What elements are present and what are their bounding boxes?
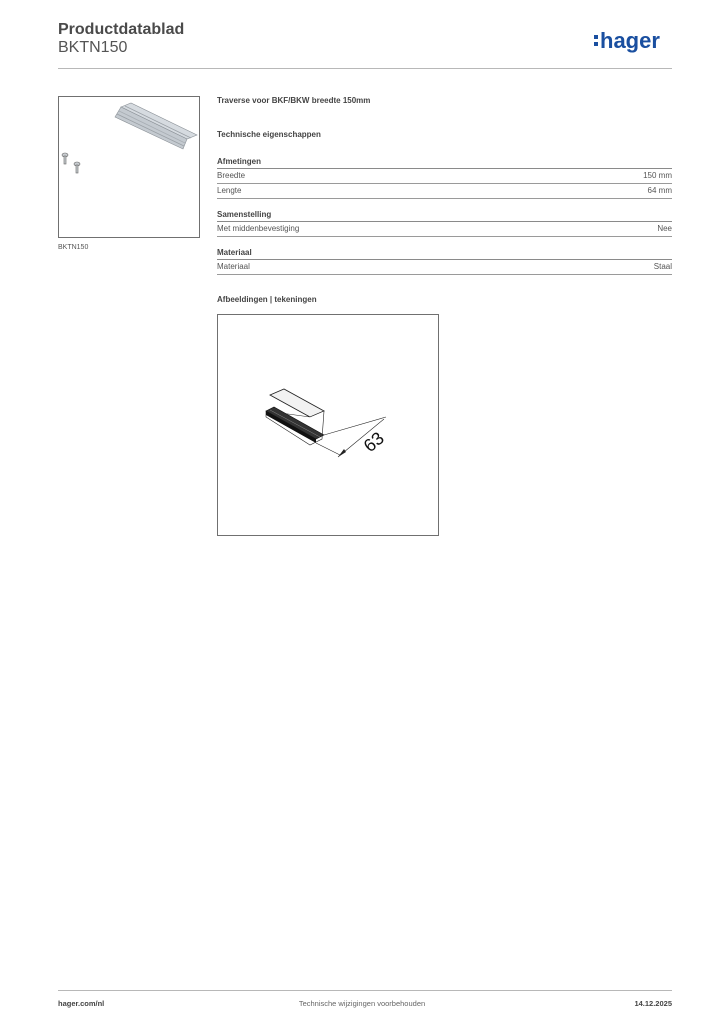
product-image bbox=[58, 96, 200, 238]
technical-section-title: Technische eigenschappen bbox=[217, 130, 321, 139]
spec-row bbox=[217, 260, 672, 275]
spec-label: Breedte bbox=[217, 171, 246, 180]
footer-divider bbox=[58, 990, 672, 991]
spec-group-materiaal bbox=[217, 247, 672, 275]
spec-group-title: Samenstelling bbox=[217, 209, 672, 222]
spec-value: 64 mm bbox=[647, 186, 672, 195]
technical-drawing bbox=[217, 314, 439, 536]
spec-group-title: Materiaal bbox=[217, 247, 672, 260]
hager-logo[interactable] bbox=[592, 26, 674, 56]
page-title: Productdatablad bbox=[58, 21, 185, 38]
product-code: BKTN150 bbox=[58, 39, 128, 56]
spec-row bbox=[217, 184, 672, 199]
spec-label: Materiaal bbox=[217, 262, 250, 271]
spec-group-samenstelling bbox=[217, 209, 672, 237]
spec-group-afmetingen bbox=[217, 156, 672, 199]
header-divider bbox=[58, 68, 672, 69]
dimension-label: 63 bbox=[359, 427, 388, 457]
spec-value: Staal bbox=[653, 262, 672, 271]
footer-date: 14.12.2025 bbox=[634, 999, 672, 1008]
product-name: Traverse voor BKF/BKW breedte 150mm bbox=[217, 96, 371, 105]
spec-value: 150 mm bbox=[643, 171, 672, 180]
footer-notice: Technische wijzigingen voorbehouden bbox=[298, 999, 426, 1008]
spec-label: Lengte bbox=[217, 186, 242, 195]
spec-row bbox=[217, 222, 672, 237]
spec-group-title: Afmetingen bbox=[217, 156, 672, 169]
images-section-title: Afbeeldingen | tekeningen bbox=[217, 295, 317, 304]
logo-text: hager bbox=[600, 28, 660, 53]
spec-label: Met middenbevestiging bbox=[217, 224, 300, 233]
spec-value: Nee bbox=[657, 224, 672, 233]
footer-website-link[interactable]: hager.com/nl bbox=[58, 999, 105, 1008]
spec-row bbox=[217, 169, 672, 184]
product-image-caption: BKTN150 bbox=[58, 244, 89, 251]
